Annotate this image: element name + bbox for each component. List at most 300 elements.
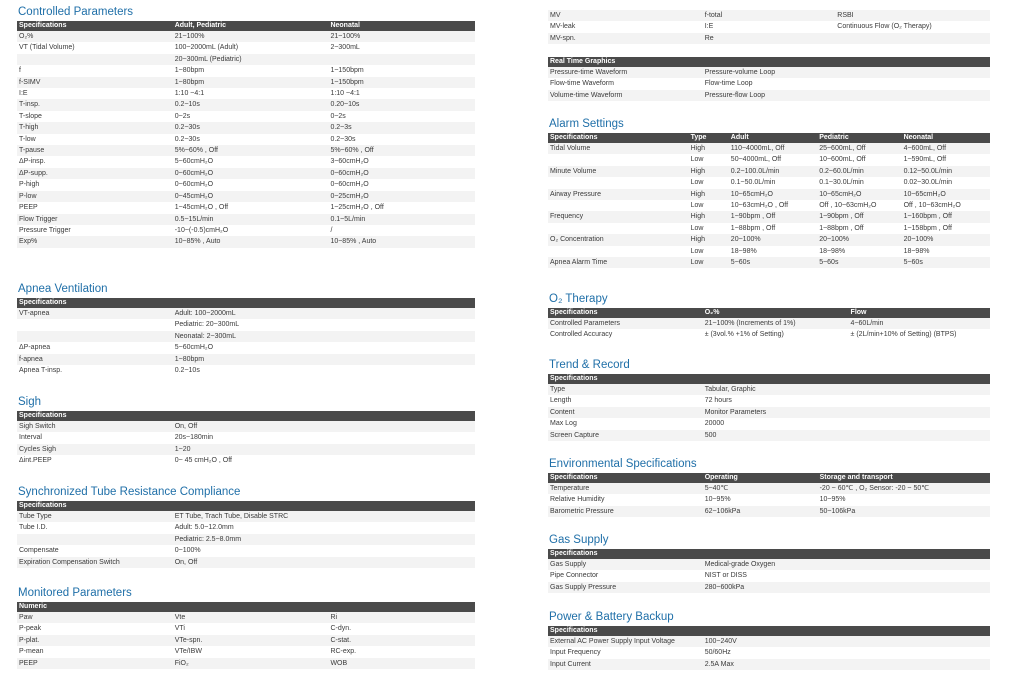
table-row — [548, 559, 990, 570]
table-row — [17, 511, 475, 522]
table-cell: 1:10 ~4:1 — [330, 90, 360, 98]
table-row — [17, 88, 475, 99]
table-row — [548, 154, 990, 165]
column-header: Specifications — [17, 411, 475, 421]
header-row — [548, 374, 990, 384]
table-cell: Low — [690, 179, 704, 187]
table-cell: 20~100% — [817, 234, 901, 245]
table-row — [548, 395, 990, 406]
gas-supply-table — [548, 549, 990, 593]
section-title: Environmental Specifications — [549, 458, 697, 470]
table-cell: Pressure Trigger — [19, 226, 71, 234]
table-cell: MV-spn. — [548, 33, 703, 44]
table-row — [17, 214, 475, 225]
apnea-ventilation-section — [17, 282, 475, 376]
table-cell: T-slope — [19, 112, 42, 120]
table-row — [17, 122, 475, 133]
table-row — [17, 534, 475, 545]
table-cell: Pediatric: 20~300mL — [174, 321, 240, 329]
table-row — [548, 90, 990, 101]
table-cell: VTe/IBW — [174, 648, 202, 656]
table-row — [548, 407, 990, 418]
section-title: Alarm Settings — [549, 118, 624, 130]
table-cell: 20~100% — [902, 234, 990, 245]
table-cell — [548, 223, 689, 234]
table-cell: High — [689, 234, 729, 245]
table-cell: VT-apnea — [17, 308, 173, 319]
table-cell: 21~100% — [328, 31, 475, 42]
table-cell: 0~100% — [174, 547, 201, 555]
table-cell — [548, 246, 689, 257]
table-cell: 1~80bpm — [174, 67, 205, 75]
table-cell: RSBI — [835, 10, 990, 21]
column-header: Adult, Pediatric — [173, 21, 329, 31]
table-cell: High — [689, 189, 729, 200]
sigh-table — [17, 411, 475, 467]
column-header: Specifications — [548, 374, 990, 384]
table-cell: Apnea Alarm Time — [548, 257, 689, 268]
table-cell — [835, 33, 990, 44]
table-cell: Controlled Parameters — [548, 318, 703, 329]
table-cell: 0~25cmH₂O — [328, 191, 475, 202]
header-row — [17, 501, 475, 511]
table-cell: 0.12~50.0L/min — [902, 166, 990, 177]
table-row — [17, 54, 475, 65]
table-row — [548, 211, 990, 222]
table-cell: Low — [690, 156, 704, 164]
column-header: Operating — [703, 473, 818, 483]
table-cell: 62~106kPa — [703, 506, 818, 517]
table-cell: I:E — [704, 23, 714, 31]
table-cell: 0.2~3s — [328, 122, 475, 133]
table-row — [17, 65, 475, 76]
table-cell: 20s~180min — [174, 434, 214, 442]
table-cell: 1~88bpm , Off — [819, 224, 864, 232]
table-row — [17, 99, 475, 110]
header-row — [17, 411, 475, 421]
environmental-table — [548, 473, 990, 517]
monitored-continued-section — [548, 10, 990, 44]
table-cell: Neonatal: 2~300mL — [173, 331, 475, 342]
table-cell: 10~85% , Auto — [173, 236, 329, 247]
table-cell: ± (2L/min+10% of Setting) (BTPS) — [850, 331, 957, 339]
environmental-section — [548, 457, 990, 517]
real-time-graphics-section — [548, 57, 990, 101]
table-cell: 1~88bpm , Off — [730, 224, 776, 232]
table-row — [548, 430, 990, 441]
table-row — [17, 342, 475, 353]
table-cell: Tidal Volume — [548, 143, 689, 154]
column-header: Storage and transport — [818, 473, 990, 483]
table-cell: P-plat. — [17, 635, 173, 646]
section-title: Controlled Parameters — [18, 6, 134, 18]
table-cell: T-insp. — [17, 99, 173, 110]
table-row — [17, 168, 475, 179]
table-cell: 0~45cmH₂O — [173, 191, 329, 202]
section-title: Power & Battery Backup — [549, 611, 674, 623]
column-header: Type — [689, 133, 729, 143]
table-cell: Input Current — [548, 659, 703, 670]
table-row — [17, 331, 475, 342]
power-section — [548, 610, 990, 670]
table-cell: 0.2~30s — [330, 135, 356, 143]
table-cell: 0.1~5L/min — [328, 214, 475, 225]
column-header: Specifications — [17, 298, 475, 308]
table-cell: ΔP-supp. — [17, 168, 173, 179]
table-cell: Tube I.D. — [19, 524, 48, 532]
table-cell: Ri — [328, 612, 475, 623]
table-cell: Expiration Compensation Switch — [17, 557, 173, 568]
stc-section — [17, 485, 475, 568]
table-cell: 0.1~50.0L/min — [730, 179, 776, 187]
table-cell: 110~4000mL, Off — [729, 143, 817, 154]
table-cell: 5%~60% , Off — [328, 145, 475, 156]
table-row — [548, 246, 990, 257]
monitored-continued-table — [548, 10, 990, 44]
table-row — [548, 234, 990, 245]
table-row — [17, 319, 475, 330]
table-row — [548, 647, 990, 658]
table-cell: Pressure-flow Loop — [703, 90, 990, 101]
table-cell: 0.2~100.0L/min — [729, 166, 817, 177]
table-cell: 1:10 ~4:1 — [174, 90, 205, 98]
section-title: Gas Supply — [549, 534, 609, 546]
table-cell: MV-leak — [550, 23, 576, 31]
table-cell: T-high — [17, 122, 173, 133]
column-header: Specifications — [17, 21, 173, 31]
section-title: Trend & Record — [549, 359, 630, 371]
table-row — [17, 365, 475, 376]
table-cell: Max Log — [550, 420, 577, 428]
table-cell: P-mean — [19, 648, 44, 656]
table-row — [548, 143, 990, 154]
column-header: Specifications — [548, 549, 990, 559]
table-cell: Minute Volume — [548, 166, 689, 177]
table-cell: RC-exp. — [330, 648, 357, 656]
table-cell: 0.2~60.0L/min — [817, 166, 901, 177]
table-row — [548, 570, 990, 581]
table-cell: 4~60L/min — [849, 318, 990, 329]
table-cell: 0~60cmH₂O — [330, 181, 369, 189]
table-row — [17, 623, 475, 634]
table-cell: 72 hours — [704, 397, 732, 405]
table-cell: Airway Pressure — [548, 189, 689, 200]
table-cell: 1~160bpm , Off — [902, 211, 990, 222]
table-row — [548, 223, 990, 234]
table-cell: MV — [548, 10, 703, 21]
table-row — [17, 134, 475, 145]
table-cell: 1~150bpm — [330, 67, 364, 75]
table-cell: P-high — [19, 181, 40, 189]
header-row — [548, 133, 990, 143]
table-cell: 5~40℃ — [703, 483, 818, 494]
table-cell: 1~90bpm , Off — [817, 211, 901, 222]
table-cell — [548, 154, 689, 165]
table-row — [548, 483, 990, 494]
table-row — [17, 225, 475, 236]
table-row — [17, 77, 475, 88]
table-row — [548, 166, 990, 177]
table-cell: Adult: 5.0~12.0mm — [174, 524, 234, 532]
table-cell: PEEP — [17, 658, 173, 669]
table-cell: 10~95% — [704, 496, 731, 504]
table-cell: Cycles Sigh — [17, 444, 173, 455]
table-cell: 1~20 — [173, 444, 475, 455]
table-row — [548, 636, 990, 647]
table-cell: T-pause — [17, 145, 173, 156]
table-cell: Tube Type — [17, 511, 173, 522]
table-cell: 0~60cmH₂O — [174, 181, 214, 189]
table-cell — [17, 319, 173, 330]
table-row — [17, 455, 475, 466]
alarm-settings-table — [548, 133, 990, 268]
table-cell: 0.2~10s — [173, 99, 329, 110]
table-cell: High — [689, 211, 729, 222]
table-cell: High — [689, 166, 729, 177]
table-cell: Monitor Parameters — [703, 407, 990, 418]
table-row — [548, 200, 990, 211]
table-cell: Interval — [19, 434, 42, 442]
table-cell: 20~300mL (Pediatric) — [173, 54, 329, 65]
table-cell: 100~240V — [703, 636, 990, 647]
table-cell: Low — [690, 247, 704, 255]
table-cell: 20000 — [704, 420, 725, 428]
section-title: Synchronized Tube Resistance Compliance — [18, 486, 241, 498]
table-cell: External AC Power Supply Input Voltage — [548, 636, 703, 647]
table-cell: Length — [550, 397, 572, 405]
table-cell: 5~60s — [817, 257, 901, 268]
table-cell: 500 — [703, 430, 990, 441]
stc-table — [17, 501, 475, 568]
table-cell: Barometric Pressure — [548, 506, 703, 517]
trend-record-table — [548, 374, 990, 441]
controlled-parameters-table — [17, 21, 475, 248]
table-cell: FiO₂ — [173, 658, 329, 669]
table-cell — [17, 534, 173, 545]
table-cell: 1~45cmH₂O , Off — [174, 204, 229, 212]
column-header: Adult — [729, 133, 817, 143]
table-cell: -10~(-0.5)cmH₂O — [174, 226, 229, 234]
table-cell: Pressure-time Waveform — [548, 67, 703, 78]
table-row — [548, 21, 990, 32]
table-cell: 0.1~30.0L/min — [819, 179, 864, 187]
section-title: Apnea Ventilation — [18, 283, 108, 295]
table-row — [548, 329, 990, 340]
table-cell: Flow Trigger — [17, 214, 173, 225]
gas-supply-section — [548, 533, 990, 593]
table-cell: 1~150bpm — [328, 77, 475, 88]
apnea-ventilation-table — [17, 298, 475, 376]
table-cell: 50/60Hz — [704, 649, 731, 657]
table-cell: Controlled Accuracy — [550, 331, 613, 339]
table-cell: PEEP — [19, 204, 38, 212]
table-cell: Relative Humidity — [550, 496, 605, 504]
table-cell — [548, 177, 689, 188]
table-cell: 21~100% — [173, 31, 329, 42]
table-cell: 20~100% — [729, 234, 817, 245]
table-cell: Gas Supply Pressure — [548, 582, 703, 593]
table-cell: Pressure-volume Loop — [703, 67, 990, 78]
column-header: Specifications — [548, 473, 703, 483]
table-cell: 0~2s — [330, 112, 346, 120]
table-cell: VTi — [174, 625, 185, 633]
table-cell: Vte — [173, 612, 329, 623]
table-row — [548, 506, 990, 517]
table-cell: 0.20~10s — [328, 99, 475, 110]
table-cell: ± (3vol.% +1% of Setting) — [704, 331, 784, 339]
table-cell: 21~100% (Increments of 1%) — [703, 318, 849, 329]
table-cell: Re — [703, 33, 836, 44]
section-title: Monitored Parameters — [18, 587, 132, 599]
column-header: Neonatal — [328, 21, 475, 31]
header-row — [548, 473, 990, 483]
table-cell: Low — [690, 224, 704, 232]
table-row — [548, 582, 990, 593]
alarm-settings-section — [548, 117, 990, 268]
table-cell — [17, 54, 173, 65]
table-row — [17, 557, 475, 568]
table-row — [17, 646, 475, 657]
o2-therapy-table — [548, 308, 990, 341]
table-row — [17, 42, 475, 53]
table-row — [17, 612, 475, 623]
table-row — [17, 444, 475, 455]
table-cell: Type — [548, 384, 703, 395]
table-cell: 3~60cmH₂O — [330, 158, 369, 166]
table-cell: Paw — [17, 612, 173, 623]
sigh-section — [17, 395, 475, 467]
table-cell: 50~106kPa — [818, 506, 990, 517]
table-cell: 1~25cmH₂O , Off — [330, 204, 384, 212]
table-cell: 5~60s — [729, 257, 817, 268]
table-cell: 5~60cmH₂O — [174, 344, 214, 352]
table-cell: 18~98% — [730, 247, 757, 255]
table-row — [548, 189, 990, 200]
table-cell: Flow-time Loop — [704, 80, 753, 88]
table-row — [17, 522, 475, 533]
table-cell: ΔP-apnea — [19, 344, 51, 352]
table-cell: Low — [690, 202, 704, 210]
header-row — [548, 626, 990, 636]
table-cell: 0.02~30.0L/min — [903, 179, 953, 187]
table-cell: VT (Tidal Volume) — [19, 44, 75, 52]
table-cell: 10~95% — [819, 496, 846, 504]
table-cell: Off , 10~63cmH₂O — [819, 202, 877, 210]
table-cell: 5%~60% , Off — [173, 145, 329, 156]
table-cell: Flow-time Waveform — [550, 80, 614, 88]
table-cell: O₂ Concentration — [548, 234, 689, 245]
table-cell: 50~4000mL, Off — [730, 156, 782, 164]
table-row — [17, 658, 475, 669]
table-cell: I:E — [19, 90, 28, 98]
column-header: Real Time Graphics — [548, 57, 990, 67]
table-row — [17, 421, 475, 432]
table-cell: Adult: 100~2000mL — [173, 308, 475, 319]
table-cell: 10~65cmH₂O — [817, 189, 901, 200]
table-cell: 0~60cmH₂O — [173, 168, 329, 179]
table-cell: 0.2~30s — [174, 135, 200, 143]
table-cell: f-SIMV — [17, 77, 173, 88]
monitored-parameters-section — [17, 586, 475, 669]
table-cell: 10~65cmH₂O — [902, 189, 990, 200]
table-cell: T-low — [19, 135, 36, 143]
table-row — [17, 308, 475, 319]
table-row — [548, 33, 990, 44]
table-cell: 2.5A Max — [703, 659, 990, 670]
table-cell: 25~600mL, Off — [817, 143, 901, 154]
table-row — [17, 202, 475, 213]
section-title: Sigh — [18, 396, 42, 408]
table-cell: P-low — [17, 191, 173, 202]
table-cell: 10~85% , Auto — [328, 236, 475, 247]
table-cell: Pediatric: 2.5~8.0mm — [173, 534, 475, 545]
table-row — [548, 318, 990, 329]
table-cell: 10~600mL, Off — [819, 156, 866, 164]
header-row — [548, 308, 990, 318]
monitored-parameters-table — [17, 602, 475, 669]
table-cell: 1~90bpm , Off — [729, 211, 817, 222]
table-row — [548, 494, 990, 505]
table-cell: 10~65cmH₂O — [729, 189, 817, 200]
table-cell: ΔP-insp. — [19, 158, 46, 166]
table-cell: Gas Supply — [548, 559, 703, 570]
header-row — [548, 57, 990, 67]
header-row — [17, 298, 475, 308]
table-cell: 18~98% — [819, 247, 846, 255]
column-header: Neonatal — [902, 133, 990, 143]
table-cell: -20 ~ 60℃ , O₂ Sensor: -20 ~ 50℃ — [818, 483, 990, 494]
table-cell: 1~80bpm — [173, 354, 475, 365]
table-row — [17, 179, 475, 190]
table-cell: f-apnea — [17, 354, 173, 365]
table-cell: 0~60cmH₂O — [328, 168, 475, 179]
table-cell: 5~60s — [902, 257, 990, 268]
table-cell: On, Off — [173, 421, 475, 432]
trend-record-section — [548, 358, 990, 441]
column-header: Specifications — [548, 133, 689, 143]
table-cell: On, Off — [173, 557, 475, 568]
table-cell: NIST or DISS — [704, 572, 747, 580]
table-row — [548, 78, 990, 89]
table-cell: 0.2~10s — [174, 367, 200, 375]
table-cell: Δint.PEEP — [19, 457, 52, 465]
table-cell: Pipe Connector — [550, 572, 599, 580]
table-cell: Screen Capture — [548, 430, 703, 441]
table-cell: Continuous Flow (O₂ Therapy) — [837, 23, 932, 31]
table-cell: P-peak — [19, 625, 42, 633]
table-row — [548, 384, 990, 395]
table-cell: 280~600kPa — [703, 582, 990, 593]
table-row — [17, 354, 475, 365]
real-time-graphics-table — [548, 57, 990, 101]
table-row — [17, 635, 475, 646]
table-row — [17, 236, 475, 247]
table-cell: Input Frequency — [550, 649, 601, 657]
table-cell: Frequency — [548, 211, 689, 222]
table-cell: WOB — [328, 658, 475, 669]
table-cell: 0~ 45 cmH₂O , Off — [174, 457, 232, 465]
table-row — [548, 659, 990, 670]
table-row — [548, 10, 990, 21]
table-cell: 2~300mL — [330, 44, 360, 52]
table-cell: 0~2s — [174, 112, 191, 120]
column-header: Specifications — [548, 626, 990, 636]
table-cell — [548, 200, 689, 211]
controlled-parameters-section — [17, 5, 475, 248]
table-cell: 0.5~15L/min — [173, 214, 329, 225]
header-row — [17, 21, 475, 31]
table-row — [548, 257, 990, 268]
